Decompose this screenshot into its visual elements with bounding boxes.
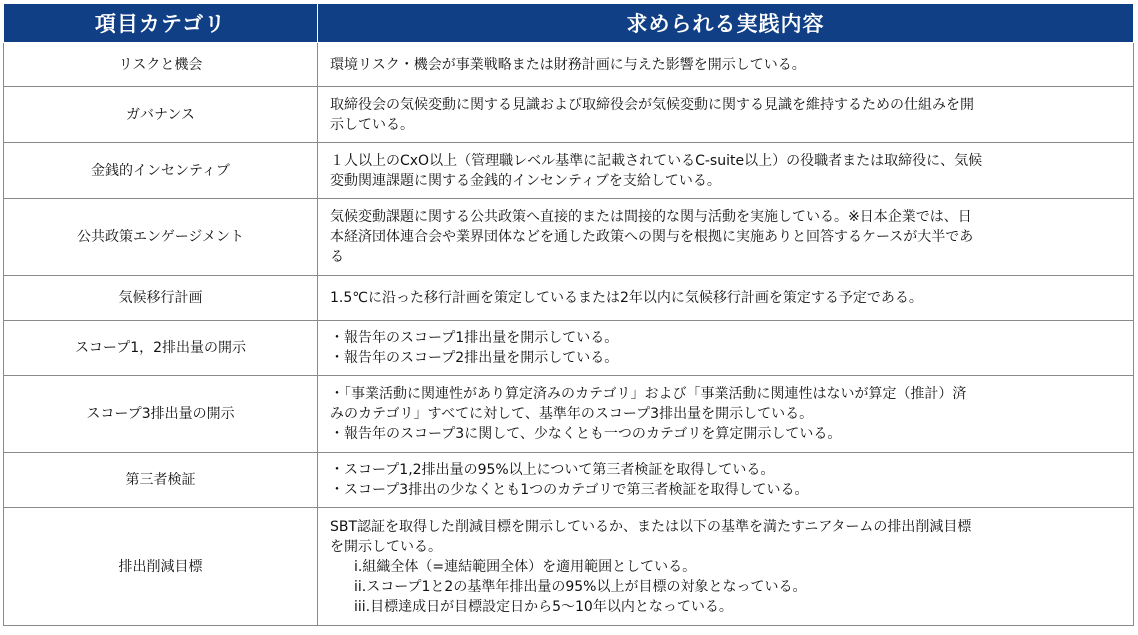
description-line: 変動関連課題に関する金銭的インセンティブを支給している。 <box>330 172 721 189</box>
description-line: 示している。 <box>330 116 414 133</box>
table-row <box>4 199 1134 276</box>
row-description <box>318 508 1134 626</box>
requirements-table <box>3 3 1134 626</box>
table-header-row <box>4 4 1134 43</box>
description-line: １人以上のCxO以上（管理職レベル基準に記載されているC-suite以上）の役職者または取締役に、気候 <box>330 152 983 169</box>
table-row <box>4 87 1134 143</box>
table-row <box>4 143 1134 199</box>
description-line: みのカテゴリ」すべてに対して、基準年のスコープ3排出量を開示している。 <box>330 406 814 422</box>
header-practice: 求められる実践内容 <box>318 4 1134 43</box>
description-line: る <box>330 249 344 265</box>
table-row <box>4 321 1134 376</box>
table-row <box>4 276 1134 321</box>
description-line: ・報告年のスコープ3に関して、少なくとも一つのカテゴリを算定開示している。 <box>330 426 842 442</box>
table-row <box>4 508 1134 626</box>
row-category: スコープ3排出量の開示 <box>4 376 318 453</box>
row-category: リスクと機会 <box>4 43 318 87</box>
description-line: を開示している。 <box>330 538 442 555</box>
row-category: 金銭的インセンティブ <box>4 143 318 199</box>
description-line: ・報告年のスコープ1排出量を開示している。 <box>330 330 619 346</box>
row-description <box>318 143 1134 199</box>
row-description <box>318 87 1134 143</box>
row-description <box>318 199 1134 276</box>
description-line: SBT認証を取得した削減目標を開示しているか、または以下の基準を満たすニアタームの排出削減目標 <box>330 518 972 535</box>
description-line: 取締役会の気候変動に関する見識および取締役会が気候変動に関する見識を維持するための仕組みを開 <box>330 96 974 113</box>
description-subline: iii.目標達成日が目標設定日から5〜10年以内となっている。 <box>354 598 733 615</box>
row-description <box>318 43 1134 87</box>
description-line: 1.5℃に沿った移行計画を策定しているまたは2年以内に気候移行計画を策定する予定である。 <box>330 290 923 306</box>
row-description <box>318 453 1134 508</box>
table-row <box>4 376 1134 453</box>
row-description <box>318 321 1134 376</box>
description-subline: ii.スコープ1と2の基準年排出量の95%以上が目標の対象となっている。 <box>354 578 807 595</box>
description-line: 環境リスク・機会が事業戦略または財務計画に与えた影響を開示している。 <box>330 56 806 73</box>
row-category: 第三者検証 <box>4 453 318 508</box>
row-category: スコープ1，2排出量の開示 <box>4 321 318 376</box>
description-line: 本経済団体連合会や業界団体などを通した政策への関与を根拠に実施ありと回答するケースが大半であ <box>330 229 974 245</box>
description-line: ・スコープ3排出の少なくとも1つのカテゴリで第三者検証を取得している。 <box>330 482 809 498</box>
description-line: ・報告年のスコープ2排出量を開示している。 <box>330 350 619 366</box>
row-category: 気候移行計画 <box>4 276 318 321</box>
table-row <box>4 43 1134 87</box>
header-category: 項目カテゴリ <box>4 4 318 43</box>
description-subline: i.組織全体（=連結範囲全体）を適用範囲としている。 <box>354 558 697 575</box>
description-line: ・スコープ1,2排出量の95%以上について第三者検証を取得している。 <box>330 462 775 478</box>
row-description <box>318 276 1134 321</box>
row-category: ガバナンス <box>4 87 318 143</box>
description-line: 気候変動課題に関する公共政策へ直接的または間接的な関与活動を実施している。※日本企業では、日 <box>330 209 972 225</box>
row-category: 排出削減目標 <box>4 508 318 626</box>
row-description <box>318 376 1134 453</box>
description-line: ・「事業活動に関連性があり算定済みのカテゴリ」および「事業活動に関連性はないが算定（推計）済 <box>330 386 967 402</box>
table-row <box>4 453 1134 508</box>
row-category: 公共政策エンゲージメント <box>4 199 318 276</box>
